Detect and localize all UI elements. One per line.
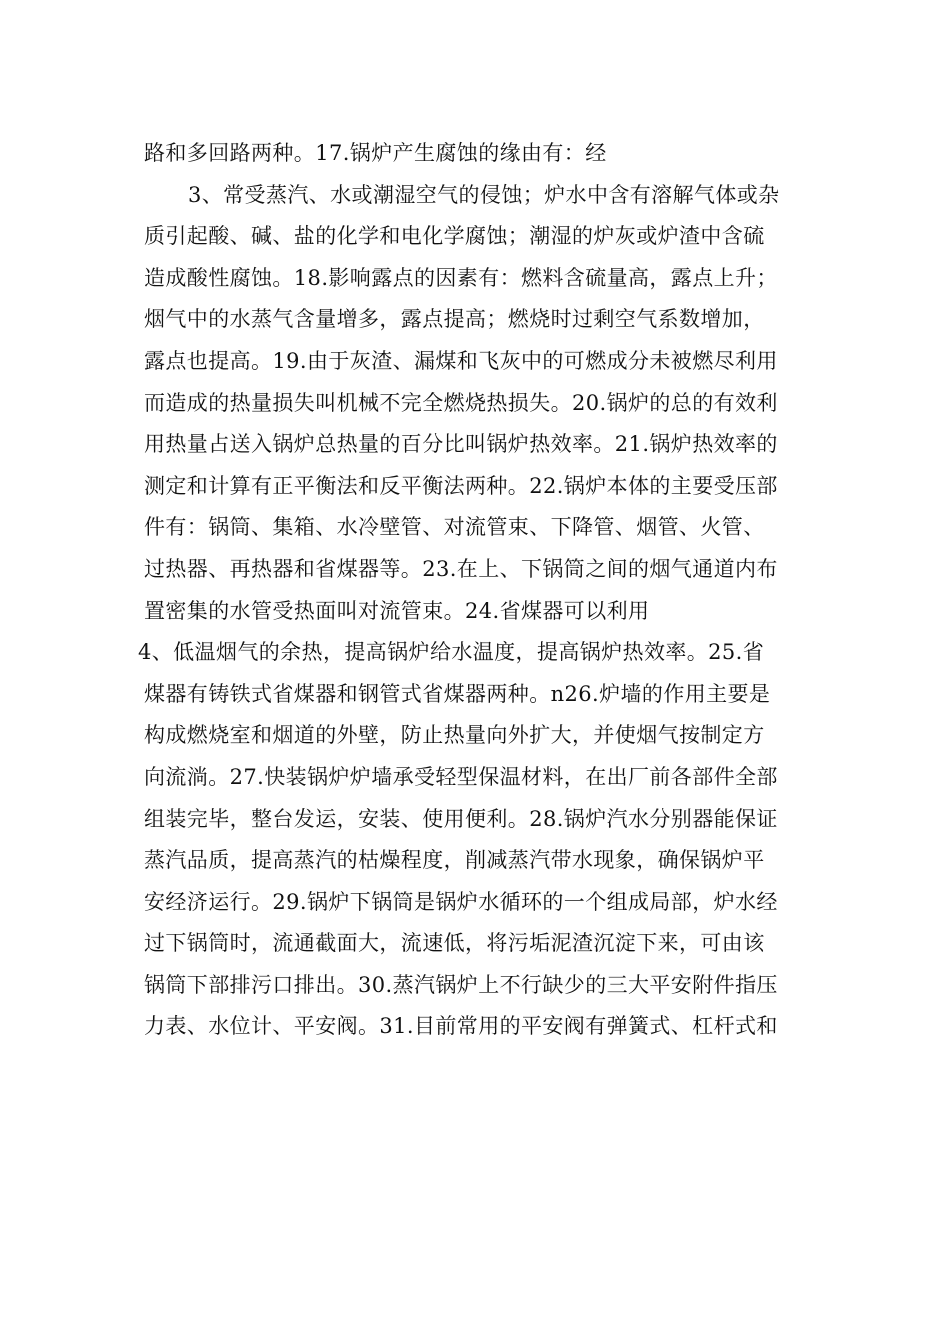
text-line: 路和多回路两种。17.锅炉产生腐蚀的缘由有：经	[144, 141, 607, 165]
text-line: 件有：锅筒、集箱、水冷壁管、对流管束、下降管、烟管、火管、	[144, 515, 765, 540]
text-line: 露点也提高。19.由于灰渣、漏煤和飞灰中的可燃成分未被燃尽利用	[144, 348, 778, 373]
text-line: 烟气中的水蒸气含量增多，露点提高；燃烧时过剩空气系数增加，	[144, 307, 765, 332]
text-line: 过下锅筒时，流通截面大，流速低，将污垢泥渣沉淀下来，可由该	[144, 931, 765, 956]
text-line: 置密集的水管受热面叫对流管束。24.省煤器可以利用	[144, 598, 650, 623]
text-line: 质引起酸、碱、盐的化学和电化学腐蚀；潮湿的炉灰或炉渣中含硫	[144, 224, 765, 249]
text-line: 测定和计算有正平衡法和反平衡法两种。22.锅炉本体的主要受压部	[144, 473, 778, 498]
text-line: 3、常受蒸汽、水或潮湿空气的侵蚀；炉水中含有溶解气体或杂	[188, 182, 780, 207]
text-line: 锅筒下部排污口排出。30.蒸汽锅炉上不行缺少的三大平安附件指压	[144, 972, 778, 997]
body-text	[138, 133, 824, 1048]
text-line: 煤器有铸铁式省煤器和钢管式省煤器两种。n26.炉墙的作用主要是	[144, 681, 771, 706]
text-line: 用热量占送入锅炉总热量的百分比叫锅炉热效率。21.锅炉热效率的	[144, 432, 778, 457]
text-line: 构成燃烧室和烟道的外壁，防止热量向外扩大，并使烟气按制定方	[144, 723, 765, 748]
text-line: 4、低温烟气的余热，提高锅炉给水温度，提高锅炉热效率。25.省	[138, 640, 765, 665]
text-line: 过热器、再热器和省煤器等。23.在上、下锅筒之间的烟气通道内布	[144, 556, 778, 581]
text-line: 向流淌。27.快装锅炉炉墙承受轻型保温材料，在出厂前各部件全部	[144, 764, 778, 789]
text-line: 力表、水位计、平安阀。31.目前常用的平安阀有弹簧式、杠杆式和	[144, 1014, 778, 1039]
text-line: 造成酸性腐蚀。18.影响露点的因素有：燃料含硫量高，露点上升；	[144, 265, 778, 290]
text-line: 组装完毕，整台发运，安装、使用便利。28.锅炉汽水分别器能保证	[144, 806, 778, 831]
text-line: 而造成的热量损失叫机械不完全燃烧热损失。20.锅炉的总的有效利	[144, 390, 778, 415]
text-line: 安经济运行。29.锅炉下锅筒是锅炉水循环的一个组成局部，炉水经	[144, 889, 778, 914]
text-line: 蒸汽品质，提高蒸汽的枯燥程度，削减蒸汽带水现象，确保锅炉平	[144, 848, 765, 873]
